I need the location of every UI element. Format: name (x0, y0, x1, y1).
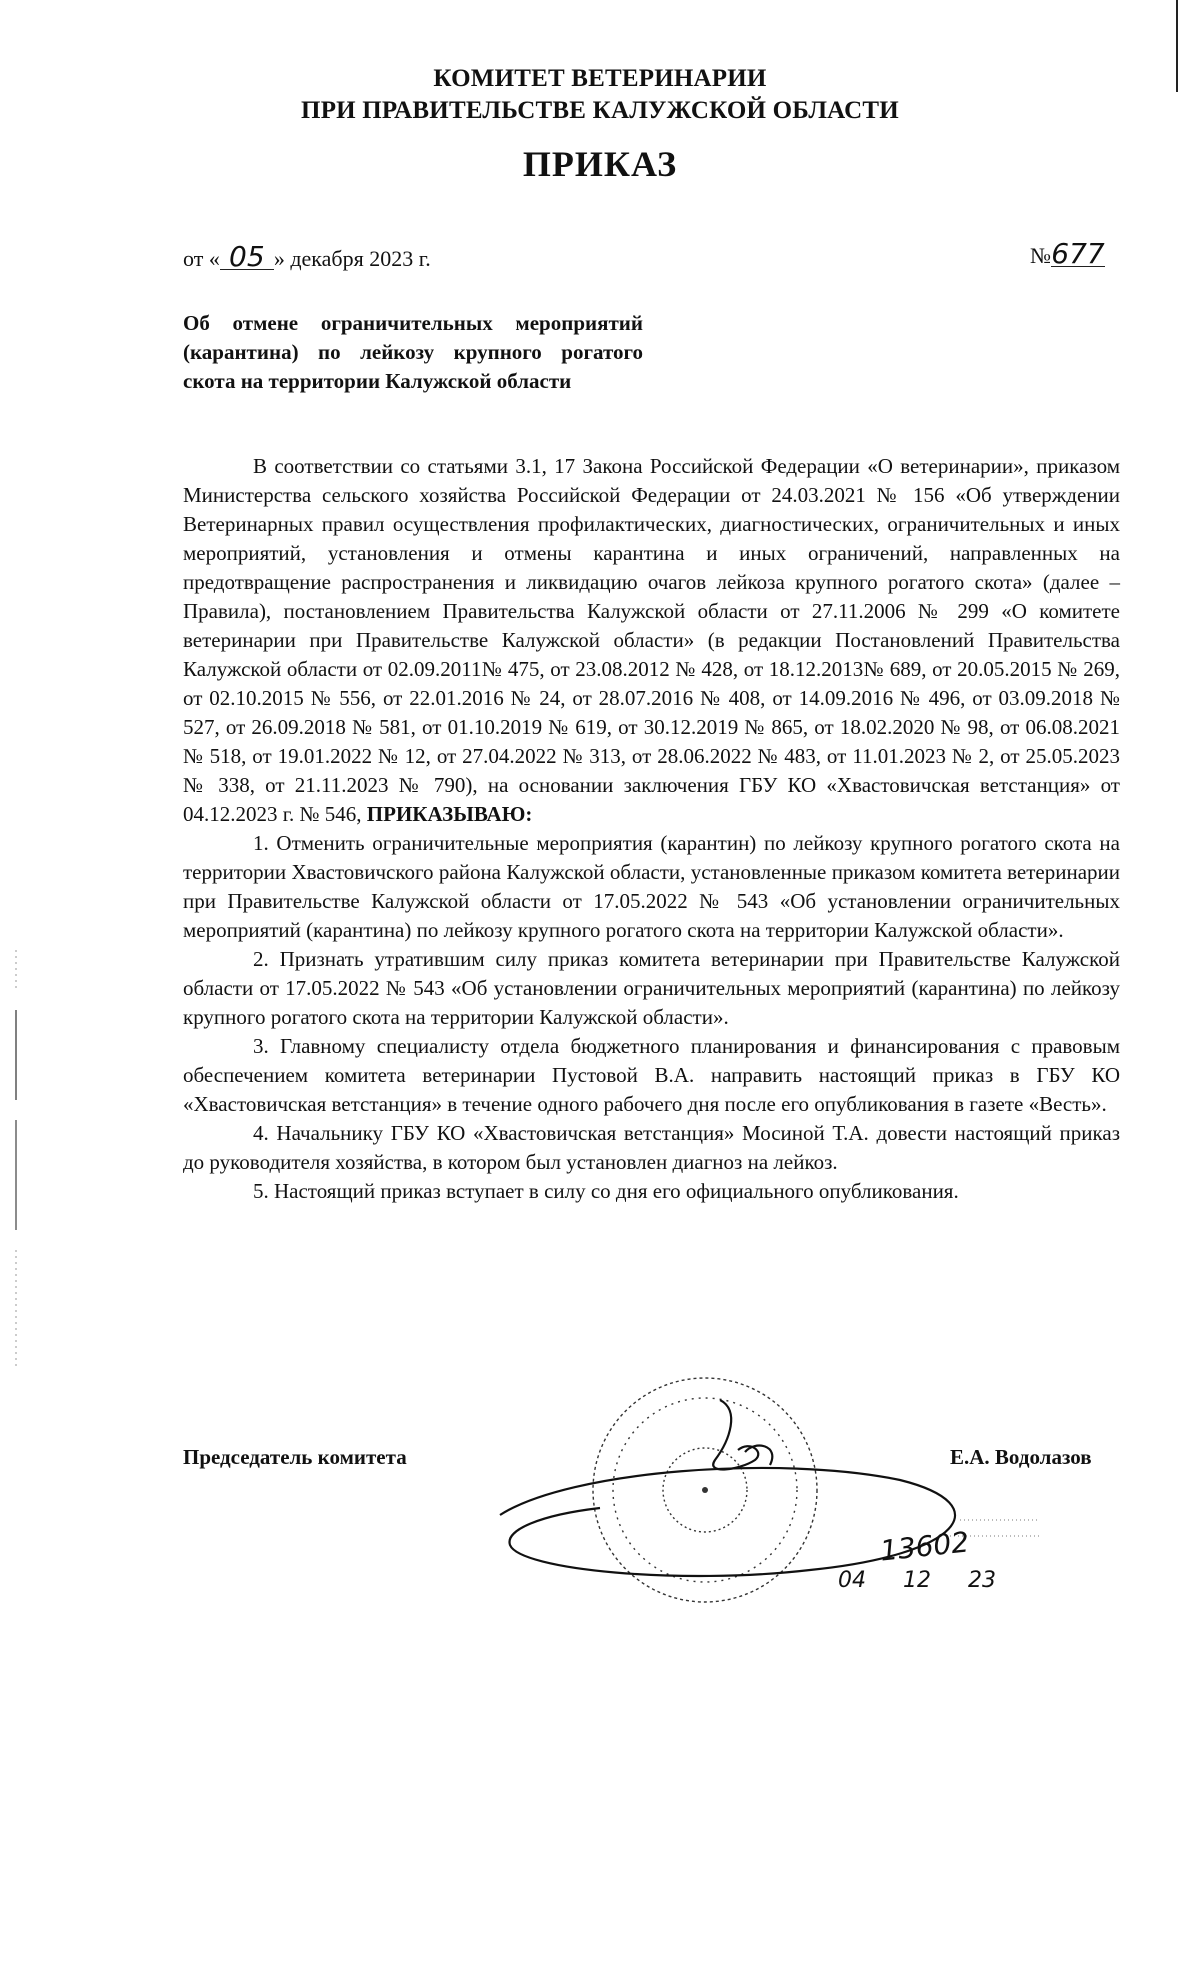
date-prefix: от « (183, 246, 220, 271)
preamble-paragraph (183, 452, 1120, 829)
preamble-text: В соответствии со статьями 3.1, 17 Закона Российской Федерации «О ветеринарии», приказом Министерства сельского хозяйства Российской Федерации от 24.03.2021 № 156 «Об утверждении Ветеринарных правил осуществления профилактических, диагностических, ограничительных и иных мероприятий, установления и отмены карантина и иных ограничений, направленных на предотвращение распространения и ликвидацию очагов лейкоза крупного рогатого скота» (далее – Правила), постановлением Правительства Калужской области от 27.11.2006 № 299 «О комитете ветеринарии при Правительстве Калужской области» (в редакции Постановлений Правительства Калужской области от 02.09.2011№ 475, от 23.08.2012 № 428, от 18.12.2013№ 689, от 20.05.2015 № 269, от 02.10.2015 № 556, от 22.01.2016 № 24, от 28.07.2016 № 408, от 14.09.2016 № 496, от 03.09.2018 № 527, от 26.09.2018 № 581, от 01.10.2019 № 619, от 30.12.2019 № 865, от 18.02.2020 № 98, от 06.08.2021 № 518, от 19.01.2022 № 12, от 27.04.2022 № 313, от 28.06.2022 № 483, от 11.01.2023 № 2, от 25.05.2023 № 338, от 21.11.2023 № 790), на основании заключения ГБУ КО «Хвастовичская ветстанция» от 04.12.2023 г. № 546, (183, 454, 1120, 826)
order-item-4: 4. Начальнику ГБУ КО «Хвастовичская ветстанция» Мосиной Т.А. довести настоящий приказ до руководителя хозяйства, в котором был установлен диагноз на лейкоз. (183, 1121, 1120, 1174)
handwritten-day: 05 (220, 245, 274, 270)
order-number (1030, 237, 1105, 270)
signatory-name: Е.А. Водолазов (950, 1445, 1092, 1469)
handwritten-number: 677 (1051, 237, 1105, 270)
number-prefix: № (1030, 243, 1051, 268)
date-suffix: » декабря 2023 г. (273, 246, 431, 271)
committee-name-line1: КОМИТЕТ ВЕТЕРИНАРИИ (433, 65, 767, 92)
order-item-5: 5. Настоящий приказ вступает в силу со дня его официального опубликования. (253, 1179, 959, 1203)
order-item-1: 1. Отменить ограничительные мероприятия (карантин) по лейкозу крупного рогатого скота на территории Хвастовичского района Калужской области, установленные приказом комитета ветеринарии при Правительстве Калужской области от 17.05.2022 № 543 «Об установлении ограничительных мероприятий (карантина) по лейкозу крупного рогатого скота на территории Калужской области». (183, 831, 1120, 942)
registration-number: 13602 (878, 1525, 971, 1568)
order-item-3: 3. Главному специалисту отдела бюджетного планирования и финансирования с правовым обеспечением комитета ветеринарии Пустовой В.А. направить настоящий приказ в ГБУ КО «Хвастовичская ветстанция» в течение одного рабочего дня после его опубликования в газете «Весть». (183, 1034, 1120, 1116)
order-item-2: 2. Признать утратившим силу приказ комитета ветеринарии при Правительстве Калужской области от 17.05.2022 № 543 «Об установлении ограничительных мероприятий (карантина) по лейкозу крупного рогатого скота на территории Калужской области». (183, 947, 1120, 1029)
order-date (183, 240, 431, 273)
document-type-title: ПРИКАЗ (522, 144, 678, 184)
binding-margin-marks (14, 950, 18, 1370)
committee-name-line2: ПРИ ПРАВИТЕЛЬСТВЕ КАЛУЖСКОЙ ОБЛАСТИ (301, 97, 899, 124)
order-subject: Об отмене ограничительных мероприятий (карантина) по лейкозу крупного рогатого скота на территории Калужской области (183, 311, 643, 393)
order-word: ПРИКАЗЫВАЮ: (366, 802, 533, 826)
signatory-position: Председатель комитета (183, 1445, 407, 1469)
registration-date: 04 12 23 (838, 1568, 996, 1593)
order-body (183, 452, 1120, 1206)
